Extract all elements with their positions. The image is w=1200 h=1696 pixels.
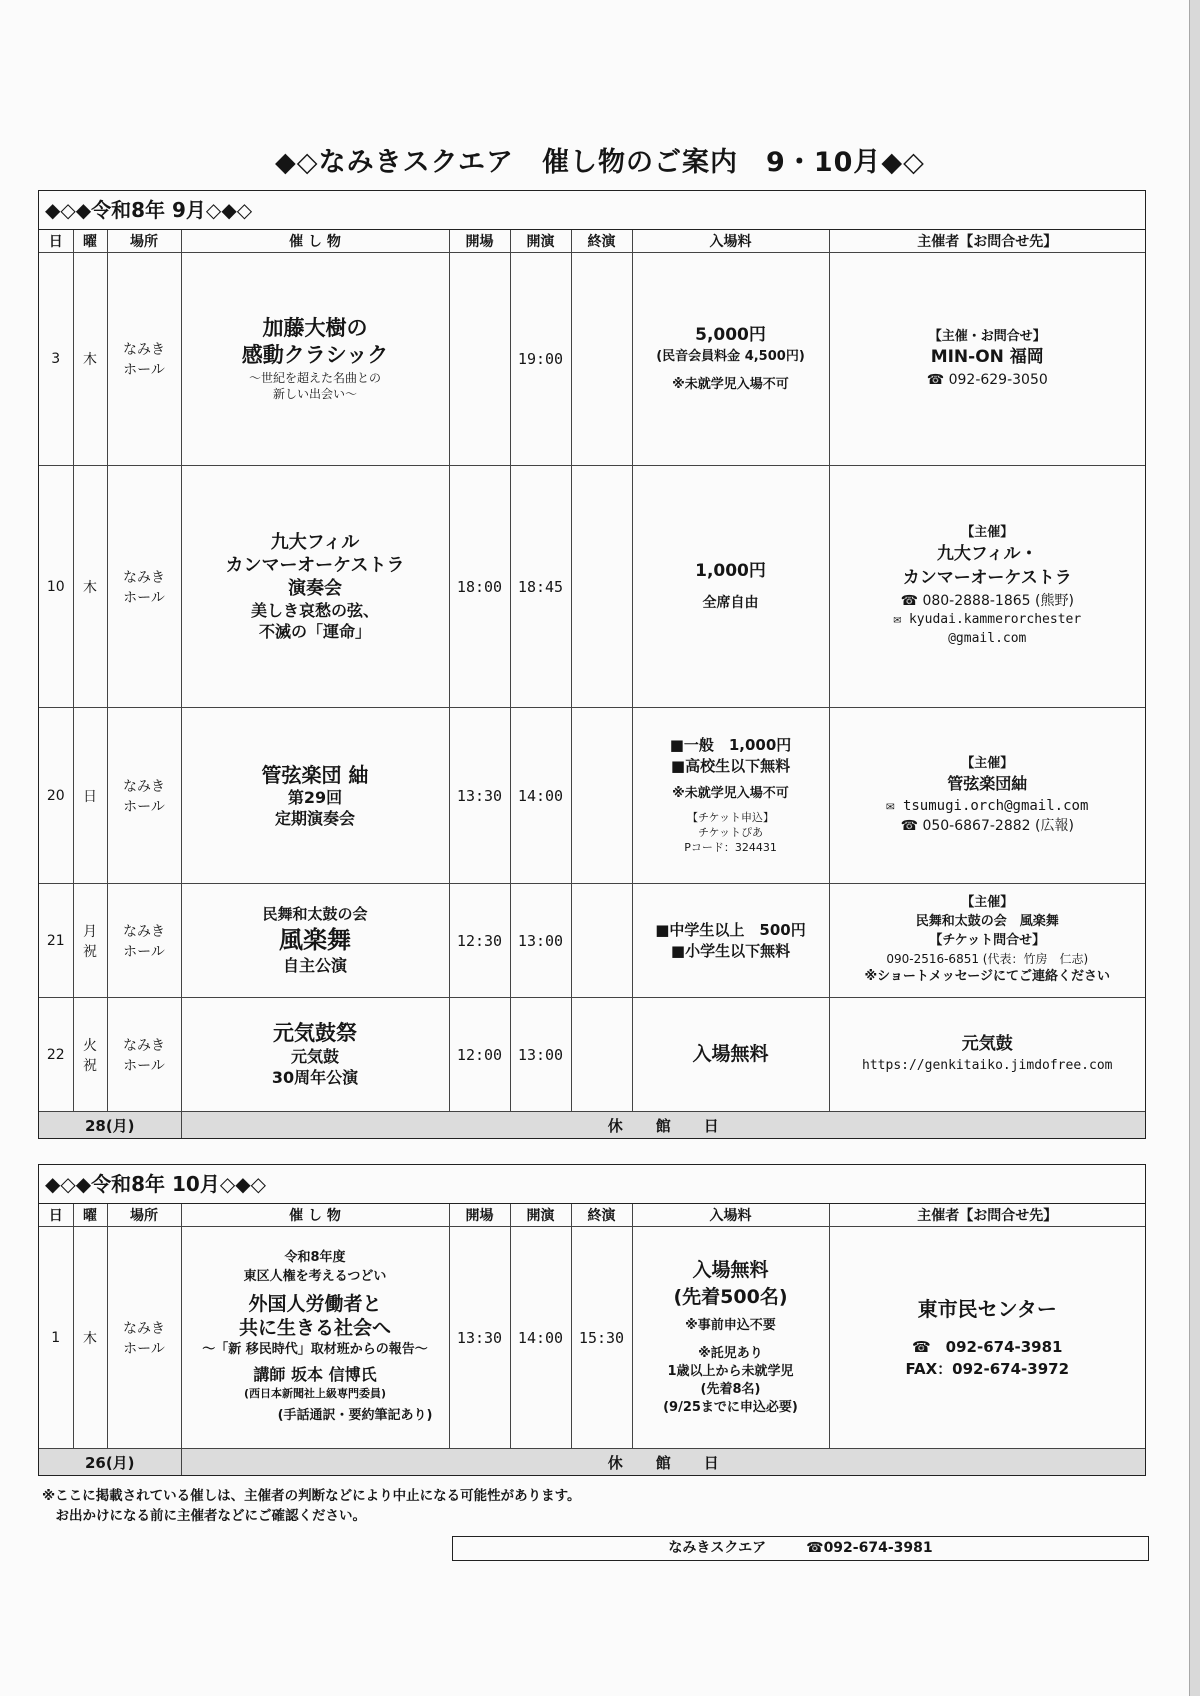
- table-row: [39, 466, 1145, 708]
- page-edge-line: [1189, 0, 1190, 1696]
- open-cell: 18:00: [449, 466, 510, 708]
- header-row: [39, 1204, 1145, 1227]
- closed-date: 28(月): [39, 1112, 181, 1139]
- price-cell: 1,000円 全席自由: [632, 466, 829, 708]
- weekday-cell: 月 祝: [73, 884, 107, 998]
- weekday-cell: 火 祝: [73, 998, 107, 1112]
- venue-cell: なみき ホール: [107, 1227, 181, 1449]
- weekday-cell: 木: [73, 466, 107, 708]
- open-cell: 13:30: [449, 708, 510, 884]
- table-row: [39, 998, 1145, 1112]
- october-table: [39, 1204, 1145, 1475]
- organizer-cell: 【主催】 民舞和太鼓の会 風楽舞 【チケット問合せ】 090-2516-6851 (代表：竹房 仁志) ※ショートメッセージにてご連絡ください: [829, 884, 1145, 998]
- open-cell: [449, 253, 510, 466]
- open-cell: 13:30: [449, 1227, 510, 1449]
- price-cell: ■中学生以上 500円 ■小学生以下無料: [632, 884, 829, 998]
- note-line: お出かけになる前に主催者などにご確認ください。: [42, 1507, 366, 1524]
- price-cell: 入場無料 (先着500名) ※事前申込不要 ※託児あり 1歳以上から未就学児 (先着8名) (9/25までに申込必要): [632, 1227, 829, 1449]
- day-cell: 20: [39, 708, 73, 884]
- notes: [42, 1487, 581, 1526]
- start-cell: 14:00: [510, 1227, 571, 1449]
- closed-day-row: [39, 1449, 1145, 1476]
- closed-label: 休 館 日: [181, 1449, 1145, 1476]
- table-row: [39, 708, 1145, 884]
- open-cell: 12:30: [449, 884, 510, 998]
- start-cell: 19:00: [510, 253, 571, 466]
- footer-name: なみきスクエア: [668, 1540, 767, 1556]
- venue-cell: なみき ホール: [107, 884, 181, 998]
- price-cell: 入場無料: [632, 998, 829, 1112]
- organizer-cell: 元気鼓 https://genkitaiko.jimdofree.com: [829, 998, 1145, 1112]
- venue-cell: なみき ホール: [107, 466, 181, 708]
- organizer-cell: 【主催】 九大フィル・ カンマーオーケストラ ☎ 080-2888-1865 (熊野) ✉ kyudai.kammerorchester @gmail.com: [829, 466, 1145, 708]
- open-cell: 12:00: [449, 998, 510, 1112]
- col-weekday: 曜: [73, 1204, 107, 1227]
- start-cell: 18:45: [510, 466, 571, 708]
- event-cell: 令和8年度 東区人権を考えるつどい 外国人労働者と 共に生きる社会へ ～「新 移民時代」取材班からの報告～ 講師 坂本 信博氏 (西日本新聞社上級専門委員) (手話通訳・要約筆記あり): [181, 1227, 449, 1449]
- day-cell: 10: [39, 466, 73, 708]
- price-cell: ■一般 1,000円 ■高校生以下無料 ※未就学児入場不可 【チケット申込】 チケットぴあ Pコード：324431: [632, 708, 829, 884]
- col-organizer: 主催者【お問合せ先】: [829, 230, 1145, 253]
- end-cell: [571, 253, 632, 466]
- organizer-cell: 【主催・お問合せ】 MIN-ON 福岡 ☎ 092-629-3050: [829, 253, 1145, 466]
- col-price: 入場料: [632, 1204, 829, 1227]
- day-cell: 3: [39, 253, 73, 466]
- col-open: 開場: [449, 1204, 510, 1227]
- col-start: 開演: [510, 1204, 571, 1227]
- col-venue: 場所: [107, 1204, 181, 1227]
- end-cell: [571, 466, 632, 708]
- table-row: [39, 253, 1145, 466]
- col-weekday: 曜: [73, 230, 107, 253]
- september-heading: ◆◇◆令和8年 9月◇◆◇: [39, 191, 1145, 230]
- event-cell: 加藤大樹の 感動クラシック ～世紀を超えた名曲との 新しい出会い～: [181, 253, 449, 466]
- table-row: [39, 1227, 1145, 1449]
- col-day: 日: [39, 1204, 73, 1227]
- start-cell: 13:00: [510, 884, 571, 998]
- weekday-cell: 日: [73, 708, 107, 884]
- event-cell: 管弦楽団 紬 第29回 定期演奏会: [181, 708, 449, 884]
- footer-tel: ☎092-674-3981: [806, 1540, 933, 1556]
- col-end: 終演: [571, 1204, 632, 1227]
- venue-cell: なみき ホール: [107, 708, 181, 884]
- organizer-cell: 【主催】 管弦楽団紬 ✉ tsumugi.orch@gmail.com ☎ 050-6867-2882 (広報): [829, 708, 1145, 884]
- col-event: 催 し 物: [181, 1204, 449, 1227]
- col-event: 催 し 物: [181, 230, 449, 253]
- note-line: ※ここに掲載されている催しは、主催者の判断などにより中止になる可能性があります。: [42, 1488, 581, 1504]
- col-price: 入場料: [632, 230, 829, 253]
- end-cell: [571, 884, 632, 998]
- start-cell: 14:00: [510, 708, 571, 884]
- weekday-cell: 木: [73, 1227, 107, 1449]
- col-organizer: 主催者【お問合せ先】: [829, 1204, 1145, 1227]
- price-cell: 5,000円 (民音会員料金 4,500円) ※未就学児入場不可: [632, 253, 829, 466]
- col-end: 終演: [571, 230, 632, 253]
- day-cell: 21: [39, 884, 73, 998]
- end-cell: [571, 708, 632, 884]
- table-row: [39, 884, 1145, 998]
- event-cell: 九大フィル カンマーオーケストラ 演奏会 美しき哀愁の弦、 不滅の「運命」: [181, 466, 449, 708]
- day-cell: 1: [39, 1227, 73, 1449]
- event-cell: 民舞和太鼓の会 風楽舞 自主公演: [181, 884, 449, 998]
- organizer-cell: 東市民センター ☎ 092-674-3981 FAX：092-674-3972: [829, 1227, 1145, 1449]
- col-start: 開演: [510, 230, 571, 253]
- october-heading: ◆◇◆令和8年 10月◇◆◇: [39, 1165, 1145, 1204]
- closed-label: 休 館 日: [181, 1112, 1145, 1139]
- header-row: [39, 230, 1145, 253]
- closed-date: 26(月): [39, 1449, 181, 1476]
- september-table: [39, 230, 1145, 1138]
- page-edge: [1190, 0, 1200, 1696]
- october-section: [38, 1164, 1146, 1476]
- september-section: [38, 190, 1146, 1139]
- col-day: 日: [39, 230, 73, 253]
- closed-day-row: [39, 1112, 1145, 1139]
- col-venue: 場所: [107, 230, 181, 253]
- end-cell: [571, 998, 632, 1112]
- weekday-cell: 木: [73, 253, 107, 466]
- footer-contact: [452, 1536, 1149, 1561]
- start-cell: 13:00: [510, 998, 571, 1112]
- page-title: ◆◇なみきスクエア 催し物のご案内 9・10月◆◇: [275, 147, 925, 178]
- event-cell: 元気鼓祭 元気鼓 30周年公演: [181, 998, 449, 1112]
- day-cell: 22: [39, 998, 73, 1112]
- venue-cell: なみき ホール: [107, 253, 181, 466]
- venue-cell: なみき ホール: [107, 998, 181, 1112]
- col-open: 開場: [449, 230, 510, 253]
- end-cell: 15:30: [571, 1227, 632, 1449]
